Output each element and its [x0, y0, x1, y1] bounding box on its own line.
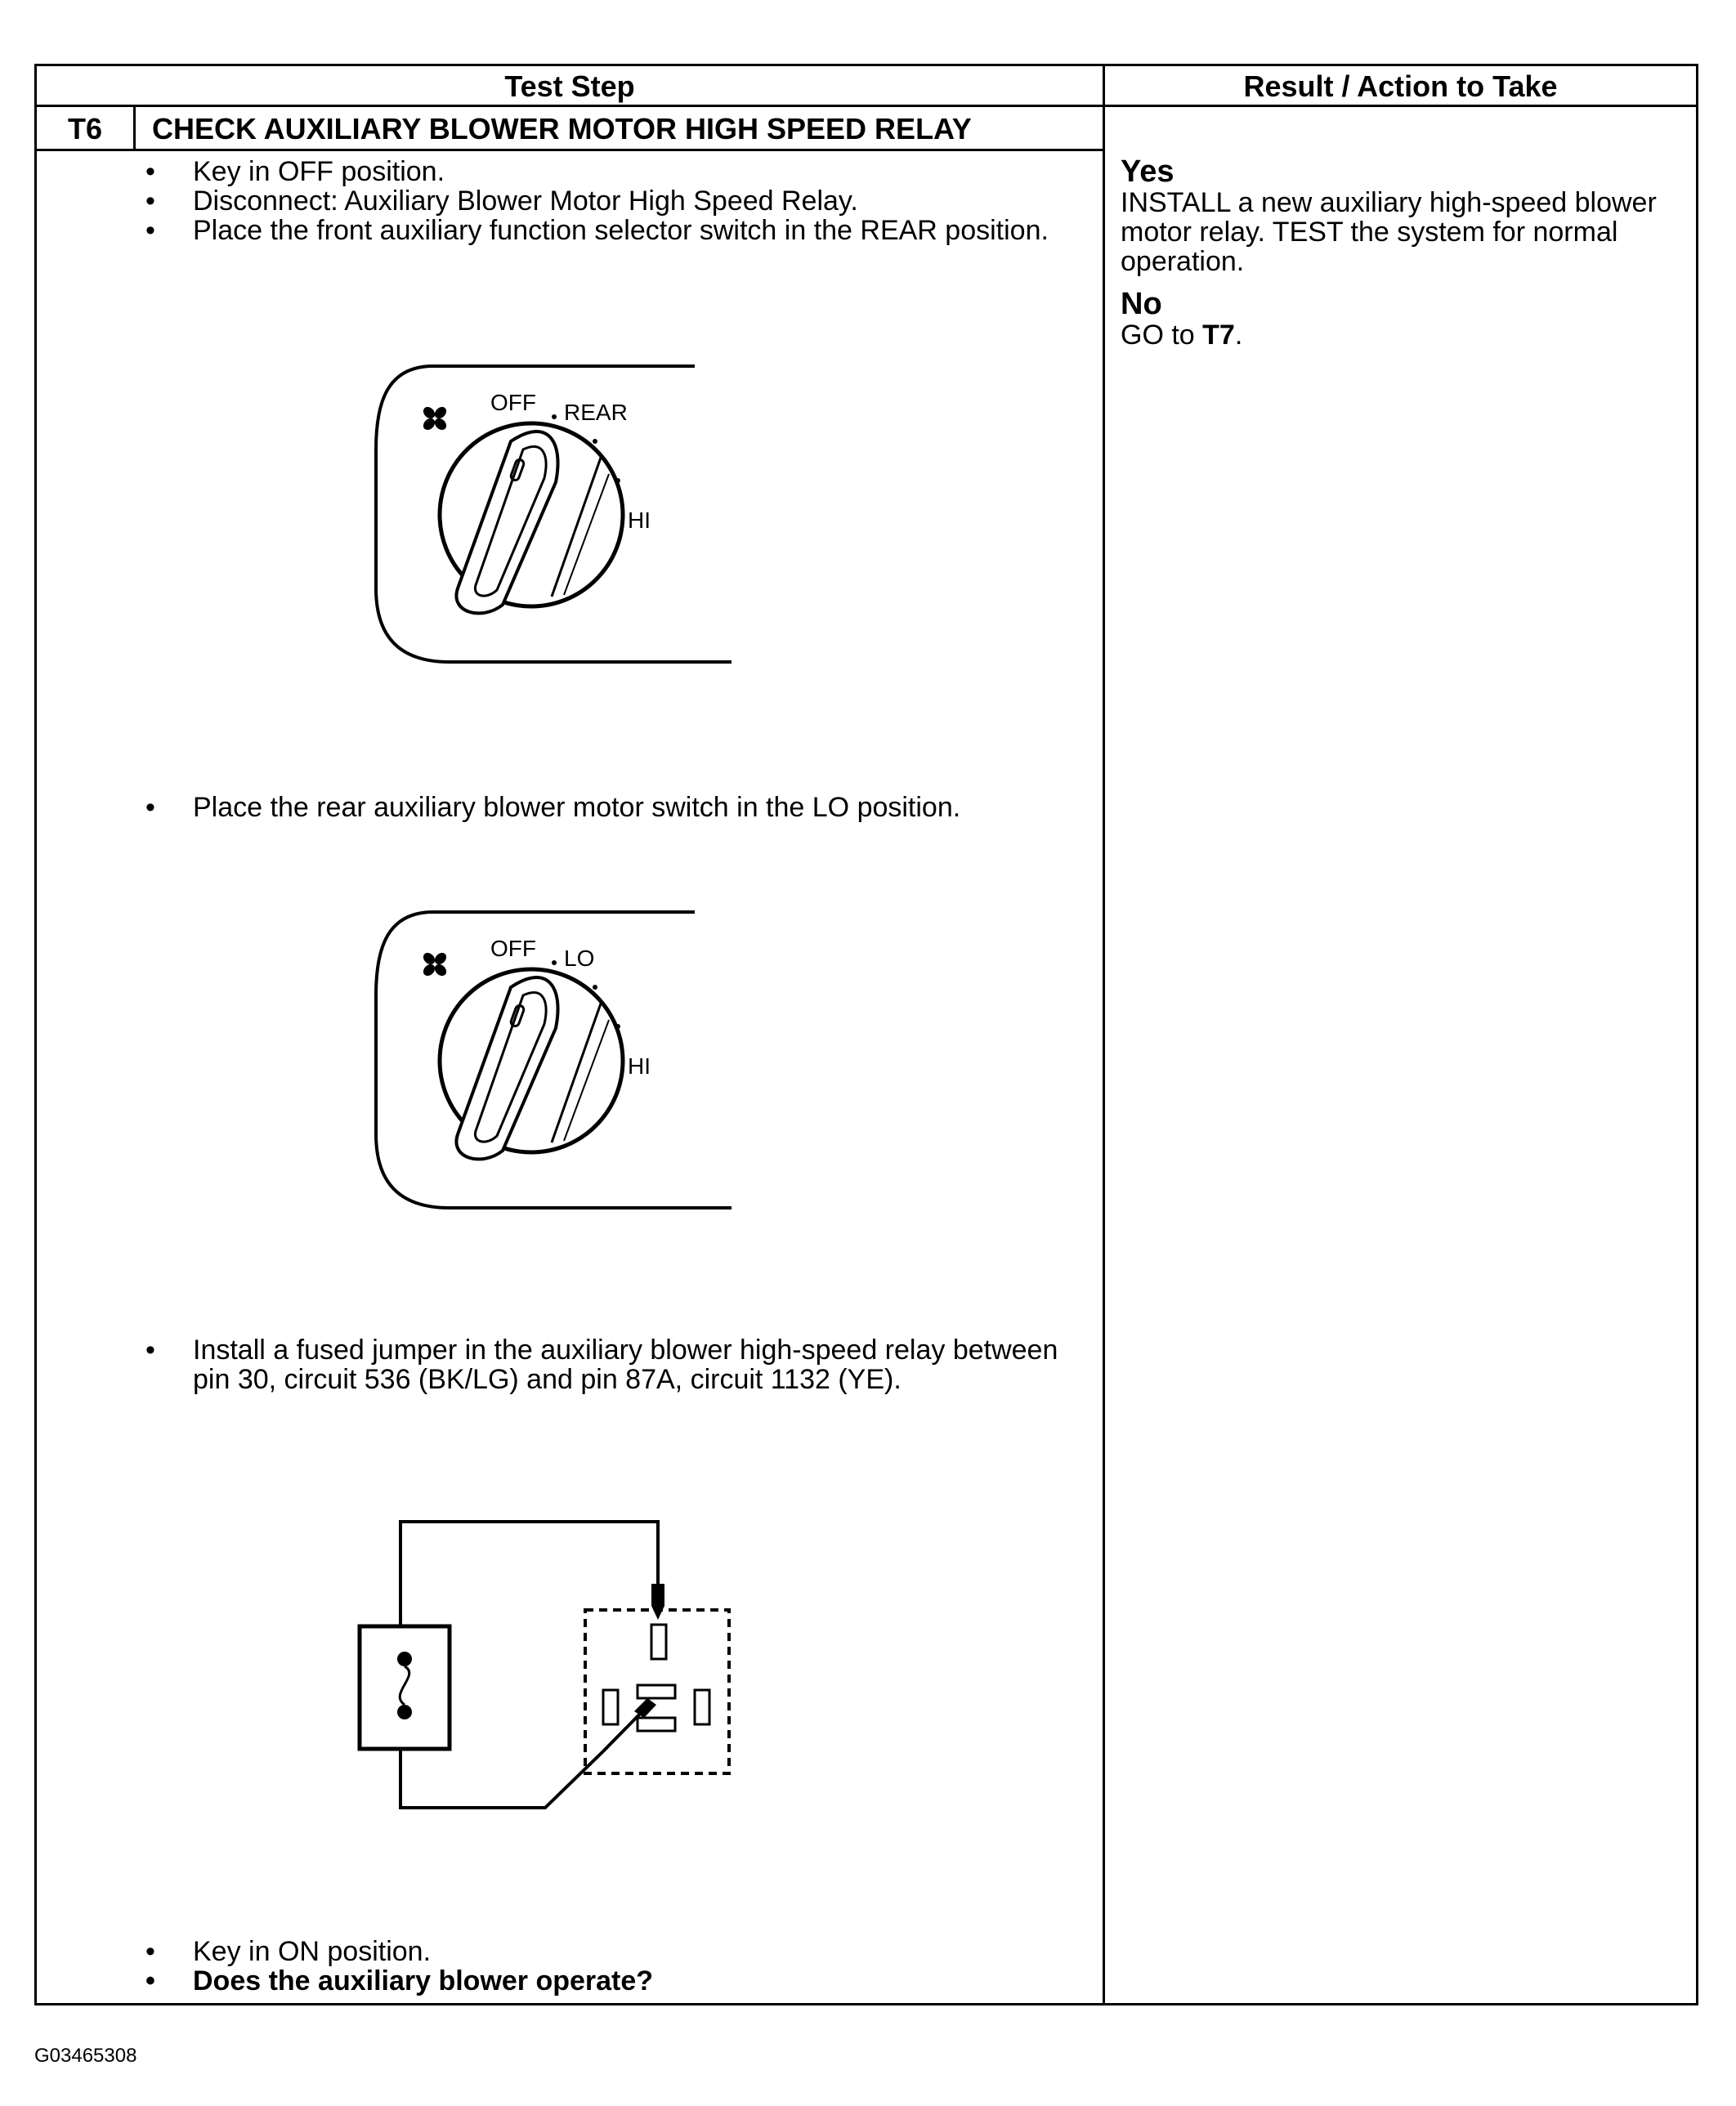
step-title-rule: [34, 149, 1105, 151]
fused-jumper-diagram: [343, 1504, 752, 1822]
result-column: [1121, 155, 1693, 361]
column-divider: [1103, 64, 1105, 2005]
figure-code: G03465308: [34, 2045, 137, 2067]
yes-action-text: INSTALL a new auxiliary high-speed blower motor relay. TEST the system for normal operation.: [1121, 187, 1657, 277]
relay-terminal: [638, 1718, 675, 1731]
list-item-question: • Does the auxiliary blower operate?: [145, 1966, 1053, 1996]
list-item: • Key in OFF position.: [145, 157, 1053, 186]
step-reference-link[interactable]: T7: [1202, 320, 1235, 351]
yes-label: Yes: [1121, 154, 1174, 189]
step-id-divider: [133, 105, 136, 150]
relay-terminal: [638, 1685, 675, 1698]
list-item: • Disconnect: Auxiliary Blower Motor High Speed Relay.: [145, 186, 1053, 216]
list-item: • Place the front auxiliary function selector switch in the REAR position.: [145, 216, 1053, 245]
step-list-c: [145, 1335, 1061, 1394]
step-title: CHECK AUXILIARY BLOWER MOTOR HIGH SPEED RELAY: [152, 112, 972, 145]
relay-terminal: [651, 1625, 666, 1659]
dial-label-off: OFF: [490, 390, 536, 415]
dial-label-lo: LO: [564, 946, 595, 971]
no-label: No: [1121, 287, 1162, 321]
relay-terminal: [603, 1690, 618, 1724]
fuse-box: [360, 1626, 450, 1749]
selector-knob: [440, 969, 623, 1159]
fan-icon: [421, 405, 449, 432]
header-result: Result / Action to Take: [1243, 69, 1558, 103]
rear-blower-switch-dial-figure: [360, 897, 752, 1224]
step-id: T6: [67, 112, 102, 145]
dial-label-hi: HI: [628, 507, 651, 533]
dial-label-hi: HI: [628, 1053, 651, 1079]
fan-icon: [421, 950, 449, 978]
step-list-d: [145, 1937, 1053, 1996]
selector-knob: [440, 423, 623, 613]
step-list-a: [145, 157, 1053, 245]
no-action-text: GO to T7.: [1121, 320, 1243, 351]
list-item: • Place the rear auxiliary blower motor switch in the LO position.: [145, 793, 1053, 822]
relay-terminal: [695, 1690, 709, 1724]
header-test-step: Test Step: [504, 69, 635, 103]
dial-label-rear: REAR: [564, 400, 628, 425]
probe-arrow-icon: [651, 1584, 664, 1620]
step-list-b: [145, 793, 1053, 822]
list-item: • Install a fused jumper in the auxiliary blower high-speed relay between pin 30, circuit 536 (BK/LG) and pin 87A, circuit 1132 (YE).: [145, 1335, 1061, 1394]
dial-label-off: OFF: [490, 936, 536, 961]
list-item: • Key in ON position.: [145, 1937, 1053, 1966]
function-selector-dial-figure: [360, 351, 752, 678]
